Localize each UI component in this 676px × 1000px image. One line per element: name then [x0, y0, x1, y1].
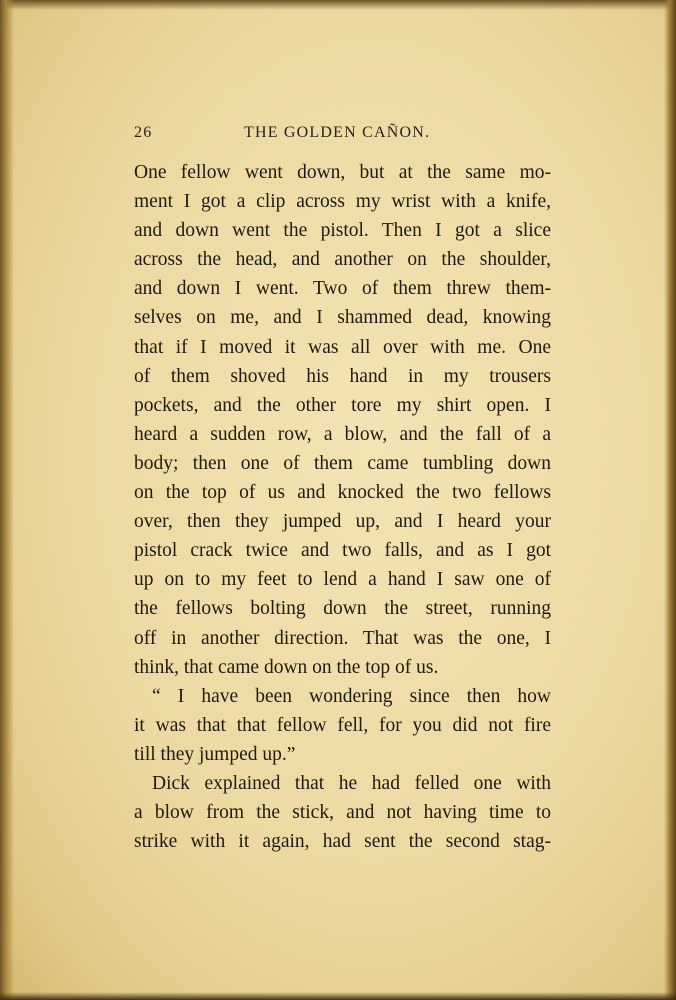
- text-line: and down went the pistol. Then I got a slice: [134, 220, 551, 242]
- text-line: over, then they jumped up, and I heard your: [134, 511, 551, 533]
- text-line: till they jumped up.”: [134, 743, 296, 765]
- text-line: “ I have been wondering since then how: [152, 685, 551, 707]
- text-line: think, that came down on the top of us.: [134, 656, 439, 678]
- text-line: heard a sudden row, a blow, and the fall of a: [134, 423, 551, 445]
- running-title: THE GOLDEN CAÑON.: [244, 124, 431, 141]
- body-text: [134, 158, 551, 856]
- page-top-edge: [0, 0, 676, 10]
- text-line: Dick explained that he had felled one with: [152, 772, 551, 794]
- text-line: off in another direction. That was the one, I: [134, 627, 551, 649]
- text-line: ment I got a clip across my wrist with a knife,: [134, 191, 551, 213]
- text-line: the fellows bolting down the street, running: [134, 598, 551, 620]
- page-left-edge: [0, 0, 14, 1000]
- text-line: it was that that fellow fell, for you did not fire: [134, 714, 551, 736]
- text-line: One fellow went down, but at the same mo-: [134, 162, 551, 183]
- text-line: strike with it again, had sent the second stag-: [134, 831, 551, 853]
- text-line: that if I moved it was all over with me. One: [134, 336, 551, 358]
- running-head: [134, 124, 554, 144]
- page-number: 26: [134, 124, 153, 141]
- text-line: up on to my feet to lend a hand I saw one of: [134, 569, 551, 591]
- text-line: on the top of us and knocked the two fellows: [134, 482, 551, 504]
- text-line: pockets, and the other tore my shirt open. I: [134, 394, 551, 416]
- text-line: selves on me, and I shammed dead, knowing: [134, 307, 551, 329]
- page-bottom-edge: [0, 992, 676, 1000]
- text-line: body; then one of them came tumbling down: [134, 452, 551, 474]
- text-line: a blow from the stick, and not having time to: [134, 802, 551, 824]
- text-line: of them shoved his hand in my trousers: [134, 365, 551, 387]
- page-right-edge: [664, 0, 676, 1000]
- text-line: across the head, and another on the shoulder,: [134, 249, 551, 271]
- text-line: and down I went. Two of them threw them-: [134, 278, 551, 300]
- text-line: pistol crack twice and two falls, and as I got: [134, 540, 551, 562]
